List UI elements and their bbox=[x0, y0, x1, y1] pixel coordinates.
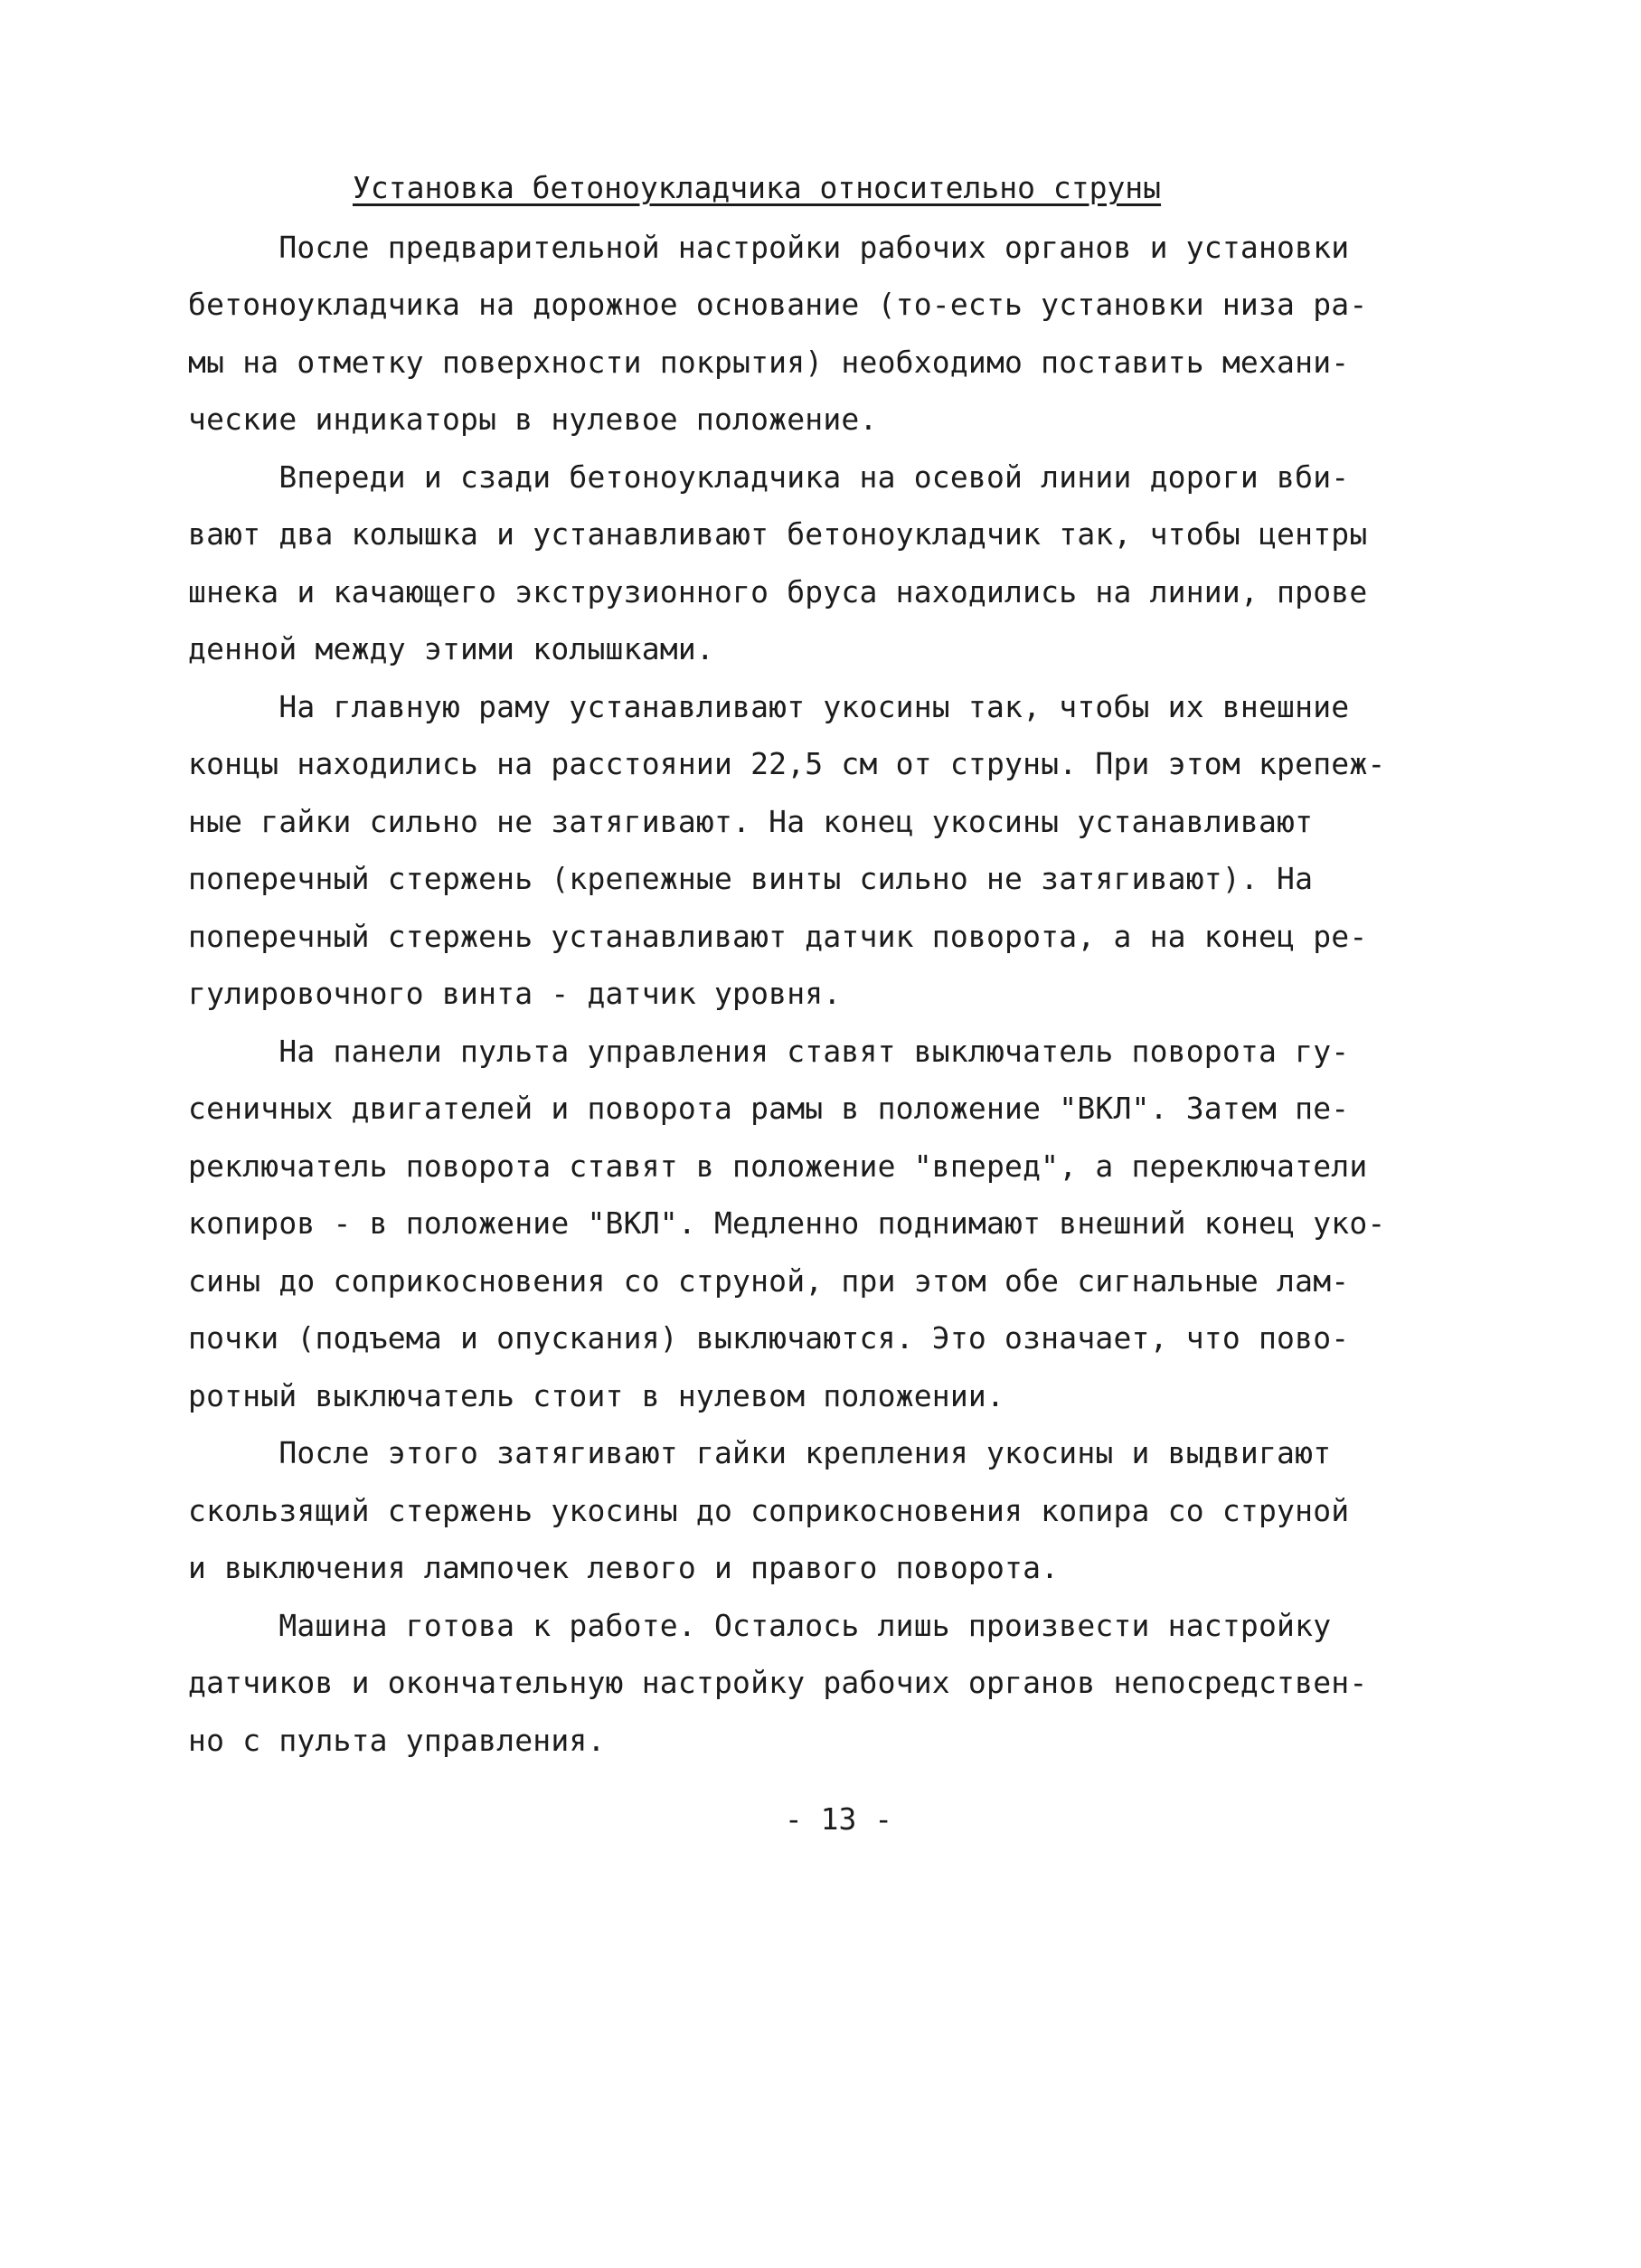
text-line: копиров - в положение "ВКЛ". Медленно поднимают внешний конец уко- bbox=[188, 1205, 1386, 1241]
text-line: денной между этими колышками. bbox=[188, 631, 714, 666]
text-line: вают два колышка и устанавливают бетоноукладчик так, чтобы центры bbox=[188, 516, 1368, 552]
text-line: На панели пульта управления ставят выключатель поворота гу- bbox=[188, 1033, 1350, 1069]
text-line: сины до соприкосновения со струной, при этом обе сигнальные лам- bbox=[188, 1262, 1350, 1299]
text-line: Машина готова к работе. Осталось лишь произвести настройку bbox=[188, 1607, 1332, 1643]
body-text bbox=[188, 161, 1386, 1769]
page-number: - 13 - bbox=[784, 1801, 893, 1837]
text-line: почки (подъема и опускания) выключаются. Это означает, что пово- bbox=[188, 1320, 1350, 1356]
text-line bbox=[188, 161, 1382, 219]
text-line: После предварительной настройки рабочих органов и установки bbox=[188, 229, 1350, 265]
text-line: гулировочного винта - датчик уровня. bbox=[188, 976, 842, 1011]
text-line: скользящий стержень укосины до соприкосновения копира со струной bbox=[188, 1492, 1350, 1528]
text-line: но с пульта управления. bbox=[188, 1722, 606, 1758]
text-line: реключатель поворота ставят в положение "вперед", а переключатели bbox=[188, 1148, 1368, 1184]
text-line: ческие индикаторы в нулевое положение. bbox=[188, 402, 878, 437]
text-line: На главную раму устанавливают укосины так, чтобы их внешние bbox=[188, 688, 1350, 724]
text-line: Впереди и сзади бетоноукладчика на осевой линии дороги вби- bbox=[188, 458, 1350, 495]
text-line: сеничных двигателей и поворота рамы в положение "ВКЛ". Затем пе- bbox=[188, 1091, 1350, 1126]
text-line: поперечный стержень (крепежные винты сильно не затягивают). На bbox=[188, 861, 1314, 896]
text-line: мы на отметку поверхности покрытия) необходимо поставить механи- bbox=[188, 344, 1350, 380]
text-line: датчиков и окончательную настройку рабочих органов непосредствен- bbox=[188, 1665, 1368, 1700]
text-line: и выключения лампочек левого и правого поворота. bbox=[188, 1550, 1060, 1585]
text-line: поперечный стержень устанавливают датчик поворота, а на конец ре- bbox=[188, 918, 1368, 954]
text-line: бетоноукладчика на дорожное основание (то-есть установки низа ра- bbox=[188, 287, 1368, 322]
text-line: ные гайки сильно не затягивают. На конец укосины устанавливают bbox=[188, 803, 1314, 839]
text-line: шнека и качающего экструзионного бруса находились на линии, прове bbox=[188, 573, 1368, 610]
text-line: После этого затягивают гайки крепления укосины и выдвигают bbox=[188, 1435, 1332, 1470]
text-line: ротный выключатель стоит в нулевом положении. bbox=[188, 1377, 1005, 1413]
text-line: концы находились на расстоянии 22,5 см от струны. При этом крепеж- bbox=[188, 746, 1386, 781]
section-title: Установка бетоноукладчика относительно струны bbox=[353, 170, 1162, 205]
